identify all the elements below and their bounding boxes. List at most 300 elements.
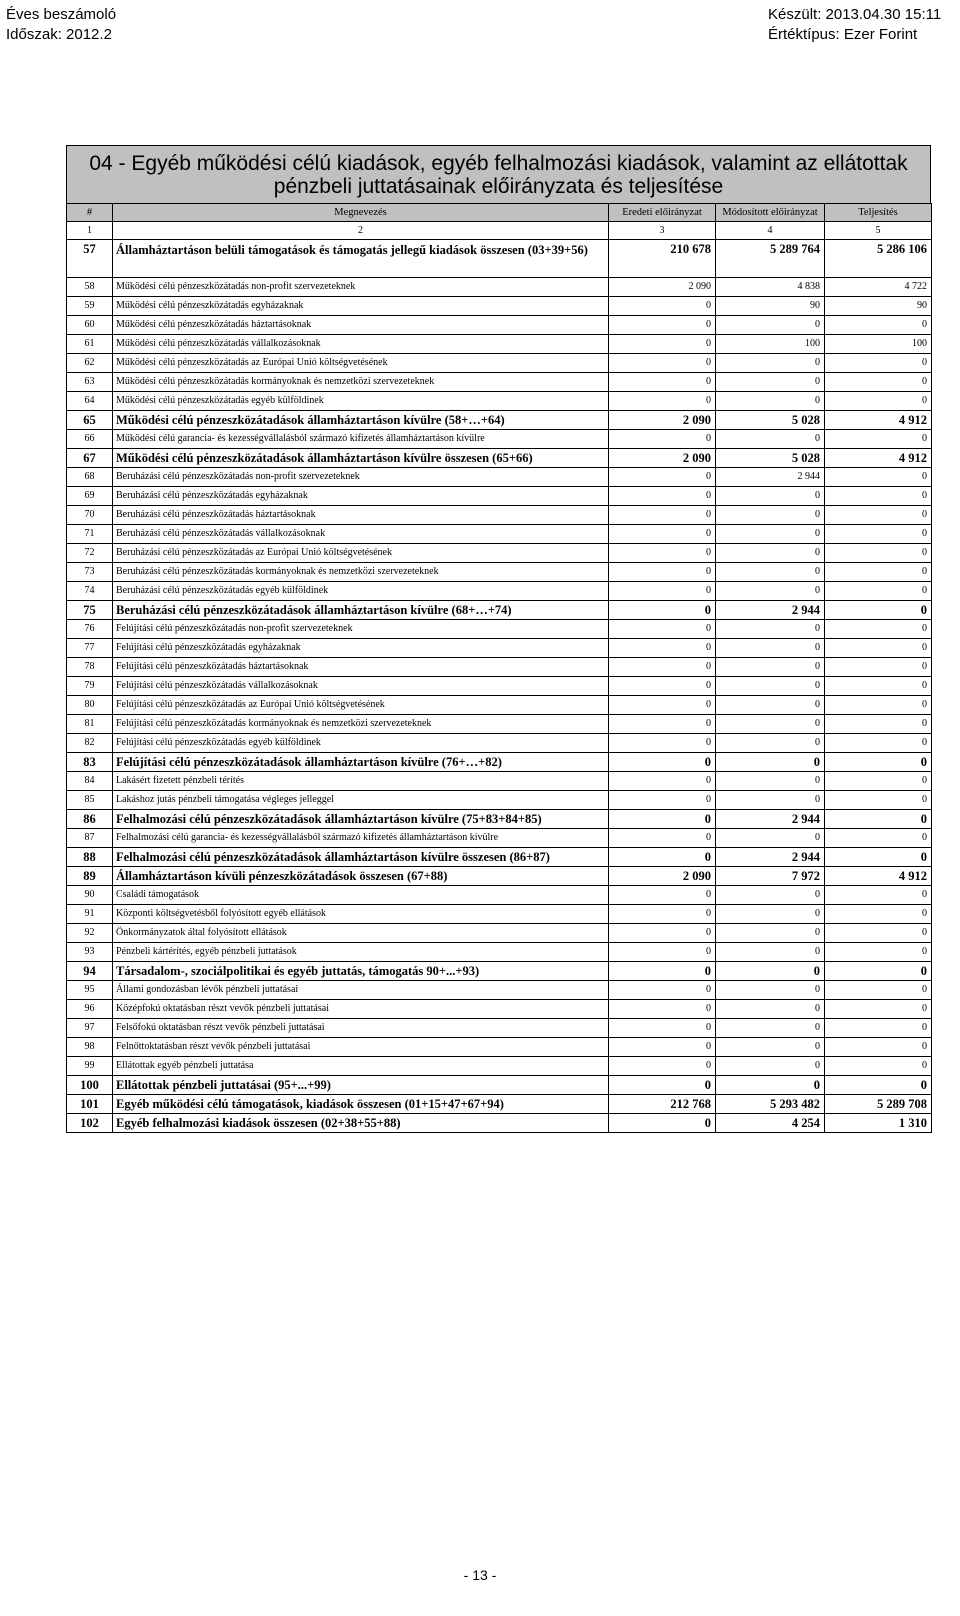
actual-value: 0 — [825, 848, 932, 867]
row-name: Működési célú pénzeszközátadás egyházaknak — [113, 297, 609, 316]
modified-estimate: 5 028 — [716, 449, 825, 468]
row-number: 69 — [67, 487, 113, 506]
row-name: Beruházási célú pénzeszközátadás az Európai Unió költségvetésének — [113, 544, 609, 563]
original-estimate: 0 — [609, 677, 716, 696]
original-estimate: 0 — [609, 316, 716, 335]
original-estimate: 0 — [609, 734, 716, 753]
modified-estimate: 0 — [716, 772, 825, 791]
row-name: Működési célú pénzeszközátadások államháztartáson kívülre (58+…+64) — [113, 411, 609, 430]
row-name: Beruházási célú pénzeszközátadás kormányoknak és nemzetközi szervezeteknek — [113, 563, 609, 582]
modified-estimate: 0 — [716, 924, 825, 943]
row-number: 91 — [67, 905, 113, 924]
table-row — [67, 981, 932, 1000]
original-estimate: 0 — [609, 506, 716, 525]
budget-table-container — [66, 145, 931, 1133]
original-estimate: 0 — [609, 753, 716, 772]
table-row — [67, 639, 932, 658]
modified-estimate: 0 — [716, 1076, 825, 1095]
row-number: 82 — [67, 734, 113, 753]
modified-estimate: 100 — [716, 335, 825, 354]
row-number: 72 — [67, 544, 113, 563]
table-row-total — [67, 810, 932, 829]
row-number: 76 — [67, 620, 113, 639]
modified-estimate: 4 838 — [716, 278, 825, 297]
actual-value: 4 912 — [825, 867, 932, 886]
original-estimate: 212 768 — [609, 1095, 716, 1114]
modified-estimate: 0 — [716, 620, 825, 639]
actual-value: 0 — [825, 753, 932, 772]
column-header-actual: Teljesítés — [825, 204, 932, 222]
table-row — [67, 392, 932, 411]
modified-estimate: 0 — [716, 886, 825, 905]
row-number: 86 — [67, 810, 113, 829]
table-row — [67, 544, 932, 563]
original-estimate: 0 — [609, 848, 716, 867]
table-row-total — [67, 867, 932, 886]
row-number: 98 — [67, 1038, 113, 1057]
original-estimate: 0 — [609, 1000, 716, 1019]
modified-estimate: 0 — [716, 1038, 825, 1057]
row-number: 65 — [67, 411, 113, 430]
modified-estimate: 0 — [716, 943, 825, 962]
actual-value: 0 — [825, 962, 932, 981]
row-number: 85 — [67, 791, 113, 810]
modified-estimate: 0 — [716, 563, 825, 582]
actual-value: 5 289 708 — [825, 1095, 932, 1114]
row-name: Működési célú pénzeszközátadás vállalkozásoknak — [113, 335, 609, 354]
table-row — [67, 1019, 932, 1038]
table-row — [67, 278, 932, 297]
actual-value: 0 — [825, 601, 932, 620]
original-estimate: 0 — [609, 658, 716, 677]
modified-estimate: 0 — [716, 677, 825, 696]
actual-value: 0 — [825, 810, 932, 829]
table-row — [67, 772, 932, 791]
modified-estimate: 7 972 — [716, 867, 825, 886]
original-estimate: 2 090 — [609, 449, 716, 468]
original-estimate: 0 — [609, 354, 716, 373]
actual-value: 0 — [825, 905, 932, 924]
row-number: 89 — [67, 867, 113, 886]
table-row — [67, 1000, 932, 1019]
row-number: 60 — [67, 316, 113, 335]
modified-estimate: 5 293 482 — [716, 1095, 825, 1114]
table-row — [67, 563, 932, 582]
row-name: Lakásért fizetett pénzbeli térítés — [113, 772, 609, 791]
actual-value: 0 — [825, 1000, 932, 1019]
table-row — [67, 335, 932, 354]
actual-value: 4 912 — [825, 411, 932, 430]
table-row-total — [67, 848, 932, 867]
table-row — [67, 487, 932, 506]
row-number: 73 — [67, 563, 113, 582]
modified-estimate: 2 944 — [716, 848, 825, 867]
row-number: 100 — [67, 1076, 113, 1095]
original-estimate: 0 — [609, 563, 716, 582]
actual-value: 0 — [825, 924, 932, 943]
table-row — [67, 297, 932, 316]
row-name: Működési célú pénzeszközátadás kormányoknak és nemzetközi szervezeteknek — [113, 373, 609, 392]
modified-estimate: 0 — [716, 1057, 825, 1076]
modified-estimate: 0 — [716, 487, 825, 506]
row-name: Államháztartáson kívüli pénzeszközátadások összesen (67+88) — [113, 867, 609, 886]
row-name: Beruházási célú pénzeszközátadás háztartásoknak — [113, 506, 609, 525]
created-date: Készült: 2013.04.30 15:11 — [768, 6, 942, 23]
actual-value: 0 — [825, 772, 932, 791]
actual-value: 90 — [825, 297, 932, 316]
table-row — [67, 734, 932, 753]
column-number: 5 — [825, 222, 932, 240]
actual-value: 5 286 106 — [825, 240, 932, 278]
row-number: 66 — [67, 430, 113, 449]
row-name: Beruházási célú pénzeszközátadás egyéb külföldinek — [113, 582, 609, 601]
row-name: Államháztartáson belüli támogatások és támogatás jellegű kiadások összesen (03+39+56) — [113, 240, 609, 278]
actual-value: 0 — [825, 734, 932, 753]
row-number: 62 — [67, 354, 113, 373]
original-estimate: 0 — [609, 1114, 716, 1133]
original-estimate: 0 — [609, 582, 716, 601]
modified-estimate: 5 289 764 — [716, 240, 825, 278]
table-row-total — [67, 753, 932, 772]
original-estimate: 0 — [609, 601, 716, 620]
modified-estimate: 0 — [716, 905, 825, 924]
modified-estimate: 2 944 — [716, 810, 825, 829]
original-estimate: 0 — [609, 981, 716, 1000]
column-number: 4 — [716, 222, 825, 240]
modified-estimate: 0 — [716, 582, 825, 601]
original-estimate: 0 — [609, 810, 716, 829]
row-name: Működési célú pénzeszközátadás az Európai Unió költségvetésének — [113, 354, 609, 373]
original-estimate: 0 — [609, 715, 716, 734]
original-estimate: 0 — [609, 924, 716, 943]
row-number: 87 — [67, 829, 113, 848]
actual-value: 0 — [825, 1038, 932, 1057]
actual-value: 0 — [825, 715, 932, 734]
original-estimate: 0 — [609, 1019, 716, 1038]
original-estimate: 0 — [609, 1057, 716, 1076]
row-name: Működési célú pénzeszközátadás egyéb külföldinek — [113, 392, 609, 411]
table-row — [67, 829, 932, 848]
row-name: Állami gondozásban lévők pénzbeli juttatásai — [113, 981, 609, 1000]
table-row-total — [67, 449, 932, 468]
original-estimate: 0 — [609, 392, 716, 411]
modified-estimate: 0 — [716, 506, 825, 525]
row-name: Felújítási célú pénzeszközátadás egyházaknak — [113, 639, 609, 658]
row-name: Egyéb felhalmozási kiadások összesen (02+38+55+88) — [113, 1114, 609, 1133]
actual-value: 1 310 — [825, 1114, 932, 1133]
row-number: 58 — [67, 278, 113, 297]
report-period: Időszak: 2012.2 — [6, 26, 112, 43]
row-name: Felhalmozási célú pénzeszközátadások államháztartáson kívülre összesen (86+87) — [113, 848, 609, 867]
actual-value: 0 — [825, 620, 932, 639]
original-estimate: 0 — [609, 335, 716, 354]
actual-value: 0 — [825, 981, 932, 1000]
original-estimate: 0 — [609, 544, 716, 563]
modified-estimate: 0 — [716, 525, 825, 544]
row-name: Középfokú oktatásban részt vevők pénzbeli juttatásai — [113, 1000, 609, 1019]
row-name: Működési célú pénzeszközátadások államháztartáson kívülre összesen (65+66) — [113, 449, 609, 468]
actual-value: 0 — [825, 525, 932, 544]
actual-value: 0 — [825, 886, 932, 905]
modified-estimate: 5 028 — [716, 411, 825, 430]
actual-value: 0 — [825, 468, 932, 487]
row-number: 63 — [67, 373, 113, 392]
actual-value: 0 — [825, 544, 932, 563]
row-name: Ellátottak egyéb pénzbeli juttatása — [113, 1057, 609, 1076]
original-estimate: 0 — [609, 886, 716, 905]
table-row — [67, 791, 932, 810]
table-row — [67, 905, 932, 924]
actual-value: 0 — [825, 582, 932, 601]
row-name: Központi költségvetésből folyósított egyéb ellátások — [113, 905, 609, 924]
table-row — [67, 582, 932, 601]
row-name: Önkormányzatok által folyósított ellátások — [113, 924, 609, 943]
row-number: 67 — [67, 449, 113, 468]
modified-estimate: 0 — [716, 544, 825, 563]
row-name: Ellátottak pénzbeli juttatásai (95+...+99) — [113, 1076, 609, 1095]
actual-value: 0 — [825, 639, 932, 658]
column-header-name: Megnevezés — [113, 204, 609, 222]
row-name: Felhalmozási célú pénzeszközátadások államháztartáson kívülre (75+83+84+85) — [113, 810, 609, 829]
page-number: - 13 - — [463, 1567, 497, 1583]
row-number: 74 — [67, 582, 113, 601]
table-row-total — [67, 411, 932, 430]
original-estimate: 2 090 — [609, 278, 716, 297]
table-title-line2: pénzbeli juttatásainak előirányzata és teljesítése — [273, 175, 724, 198]
table-body — [67, 204, 932, 1133]
table-row-total — [67, 1076, 932, 1095]
column-number: 1 — [67, 222, 113, 240]
row-number: 90 — [67, 886, 113, 905]
modified-estimate: 0 — [716, 791, 825, 810]
actual-value: 0 — [825, 791, 932, 810]
modified-estimate: 0 — [716, 373, 825, 392]
table-row — [67, 677, 932, 696]
row-name: Felújítási célú pénzeszközátadás non-profit szervezeteknek — [113, 620, 609, 639]
row-name: Felújítási célú pénzeszközátadás az Európai Unió költségvetésének — [113, 696, 609, 715]
column-header-modified: Módosított előirányzat — [716, 204, 825, 222]
column-header-original: Eredeti előirányzat — [609, 204, 716, 222]
row-number: 78 — [67, 658, 113, 677]
modified-estimate: 2 944 — [716, 601, 825, 620]
actual-value: 0 — [825, 373, 932, 392]
row-number: 83 — [67, 753, 113, 772]
table-row — [67, 658, 932, 677]
modified-estimate: 0 — [716, 639, 825, 658]
modified-estimate: 0 — [716, 696, 825, 715]
row-number: 71 — [67, 525, 113, 544]
report-header-right — [768, 5, 941, 45]
table-row — [67, 620, 932, 639]
column-header-number: # — [67, 204, 113, 222]
actual-value: 0 — [825, 316, 932, 335]
row-name: Beruházási célú pénzeszközátadás egyházaknak — [113, 487, 609, 506]
row-number: 93 — [67, 943, 113, 962]
original-estimate: 0 — [609, 905, 716, 924]
modified-estimate: 0 — [716, 316, 825, 335]
actual-value: 0 — [825, 430, 932, 449]
table-title-line1: 04 - Egyéb működési célú kiadások, egyéb felhalmozási kiadások, valamint az ellátottak — [89, 152, 908, 175]
row-name: Családi támogatások — [113, 886, 609, 905]
row-name: Felújítási célú pénzeszközátadás kormányoknak és nemzetközi szervezeteknek — [113, 715, 609, 734]
row-name: Beruházási célú pénzeszközátadások államháztartáson kívülre (68+…+74) — [113, 601, 609, 620]
row-number: 96 — [67, 1000, 113, 1019]
modified-estimate: 0 — [716, 430, 825, 449]
table-row-total — [67, 601, 932, 620]
original-estimate: 0 — [609, 430, 716, 449]
original-estimate: 210 678 — [609, 240, 716, 278]
row-number: 88 — [67, 848, 113, 867]
modified-estimate: 0 — [716, 392, 825, 411]
row-name: Működési célú garancia- és kezességvállalásból származó kifizetés államháztartáson kívülre — [113, 430, 609, 449]
actual-value: 0 — [825, 487, 932, 506]
original-estimate: 2 090 — [609, 411, 716, 430]
report-header-left — [6, 5, 116, 45]
table-row-total — [67, 1095, 932, 1114]
table-row — [67, 886, 932, 905]
original-estimate: 0 — [609, 1076, 716, 1095]
row-number: 92 — [67, 924, 113, 943]
original-estimate: 0 — [609, 620, 716, 639]
table-row-total — [67, 240, 932, 278]
original-estimate: 0 — [609, 487, 716, 506]
actual-value: 0 — [825, 696, 932, 715]
table-row — [67, 1038, 932, 1057]
original-estimate: 0 — [609, 525, 716, 544]
actual-value: 0 — [825, 1057, 932, 1076]
table-row-total — [67, 1114, 932, 1133]
actual-value: 4 722 — [825, 278, 932, 297]
table-row-total — [67, 962, 932, 981]
actual-value: 4 912 — [825, 449, 932, 468]
table-row — [67, 316, 932, 335]
row-number: 75 — [67, 601, 113, 620]
table-row — [67, 525, 932, 544]
column-number: 2 — [113, 222, 609, 240]
row-number: 101 — [67, 1095, 113, 1114]
table-row — [67, 696, 932, 715]
row-name: Társadalom-, szociálpolitikai és egyéb juttatás, támogatás 90+...+93) — [113, 962, 609, 981]
row-number: 99 — [67, 1057, 113, 1076]
row-number: 61 — [67, 335, 113, 354]
row-number: 81 — [67, 715, 113, 734]
modified-estimate: 0 — [716, 1019, 825, 1038]
row-number: 59 — [67, 297, 113, 316]
modified-estimate: 90 — [716, 297, 825, 316]
original-estimate: 0 — [609, 297, 716, 316]
row-number: 80 — [67, 696, 113, 715]
row-number: 64 — [67, 392, 113, 411]
table-row — [67, 373, 932, 392]
table-row — [67, 715, 932, 734]
table-row — [67, 430, 932, 449]
modified-estimate: 0 — [716, 962, 825, 981]
table-title — [66, 145, 931, 203]
modified-estimate: 0 — [716, 753, 825, 772]
row-name: Lakáshoz jutás pénzbeli támogatása végleges jelleggel — [113, 791, 609, 810]
row-number: 77 — [67, 639, 113, 658]
original-estimate: 0 — [609, 772, 716, 791]
original-estimate: 0 — [609, 468, 716, 487]
row-number: 95 — [67, 981, 113, 1000]
table-row — [67, 924, 932, 943]
row-number: 79 — [67, 677, 113, 696]
row-name: Pénzbeli kártérítés, egyéb pénzbeli juttatások — [113, 943, 609, 962]
column-number-row — [67, 222, 932, 240]
row-name: Egyéb működési célú támogatások, kiadások összesen (01+15+47+67+94) — [113, 1095, 609, 1114]
modified-estimate: 0 — [716, 829, 825, 848]
original-estimate: 0 — [609, 639, 716, 658]
row-name: Felújítási célú pénzeszközátadás háztartásoknak — [113, 658, 609, 677]
row-name: Felújítási célú pénzeszközátadás egyéb külföldinek — [113, 734, 609, 753]
column-header-row — [67, 204, 932, 222]
actual-value: 0 — [825, 1076, 932, 1095]
actual-value: 0 — [825, 677, 932, 696]
report-type: Éves beszámoló — [6, 6, 117, 23]
actual-value: 0 — [825, 829, 932, 848]
actual-value: 0 — [825, 506, 932, 525]
row-number: 70 — [67, 506, 113, 525]
modified-estimate: 4 254 — [716, 1114, 825, 1133]
actual-value: 0 — [825, 354, 932, 373]
original-estimate: 0 — [609, 1038, 716, 1057]
budget-table — [66, 203, 932, 1133]
original-estimate: 0 — [609, 791, 716, 810]
row-name: Felhalmozási célú garancia- és kezességvállalásból származó kifizetés államháztartáson kívülre — [113, 829, 609, 848]
row-name: Felnőttoktatásban részt vevők pénzbeli juttatásai — [113, 1038, 609, 1057]
modified-estimate: 0 — [716, 354, 825, 373]
modified-estimate: 2 944 — [716, 468, 825, 487]
row-name: Beruházási célú pénzeszközátadás non-profit szervezeteknek — [113, 468, 609, 487]
row-number: 102 — [67, 1114, 113, 1133]
row-name: Felsőfokú oktatásban részt vevők pénzbeli juttatásai — [113, 1019, 609, 1038]
row-number: 84 — [67, 772, 113, 791]
original-estimate: 0 — [609, 943, 716, 962]
original-estimate: 0 — [609, 696, 716, 715]
table-row — [67, 468, 932, 487]
row-name: Beruházási célú pénzeszközátadás vállalkozásoknak — [113, 525, 609, 544]
modified-estimate: 0 — [716, 734, 825, 753]
actual-value: 0 — [825, 658, 932, 677]
table-row — [67, 943, 932, 962]
actual-value: 0 — [825, 943, 932, 962]
row-name: Felújítási célú pénzeszközátadások államháztartáson kívülre (76+…+82) — [113, 753, 609, 772]
row-number: 97 — [67, 1019, 113, 1038]
value-type: Értéktípus: Ezer Forint — [768, 26, 918, 43]
row-name: Felújítási célú pénzeszközátadás vállalkozásoknak — [113, 677, 609, 696]
row-number: 68 — [67, 468, 113, 487]
original-estimate: 0 — [609, 962, 716, 981]
actual-value: 0 — [825, 1019, 932, 1038]
row-number: 57 — [67, 240, 113, 278]
table-row — [67, 506, 932, 525]
row-name: Működési célú pénzeszközátadás non-profit szervezeteknek — [113, 278, 609, 297]
modified-estimate: 0 — [716, 981, 825, 1000]
column-number: 3 — [609, 222, 716, 240]
table-row — [67, 354, 932, 373]
table-row — [67, 1057, 932, 1076]
original-estimate: 2 090 — [609, 867, 716, 886]
original-estimate: 0 — [609, 373, 716, 392]
modified-estimate: 0 — [716, 715, 825, 734]
actual-value: 100 — [825, 335, 932, 354]
actual-value: 0 — [825, 392, 932, 411]
actual-value: 0 — [825, 563, 932, 582]
modified-estimate: 0 — [716, 658, 825, 677]
modified-estimate: 0 — [716, 1000, 825, 1019]
row-name: Működési célú pénzeszközátadás háztartásoknak — [113, 316, 609, 335]
original-estimate: 0 — [609, 829, 716, 848]
